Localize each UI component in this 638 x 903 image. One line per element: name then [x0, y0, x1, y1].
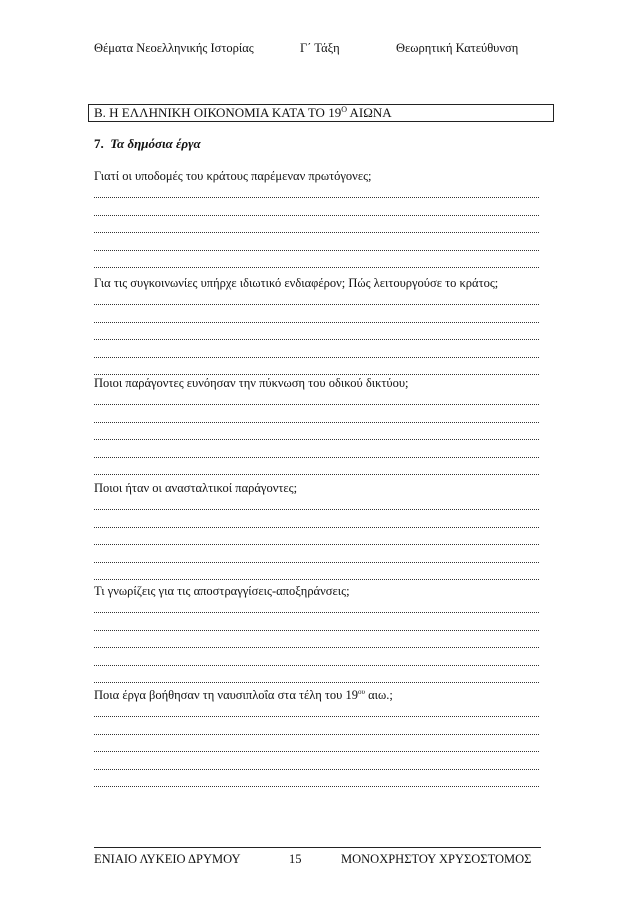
- footer-school: ΕΝΙΑΙΟ ΛΥΚΕΙΟ ΔΡΥΜΟΥ: [94, 852, 241, 866]
- answer-line[interactable]: [94, 340, 539, 358]
- answer-line[interactable]: [94, 666, 539, 684]
- question-text: Ποια έργα βοήθησαν τη ναυσιπλοΐα στα τέλη του $19^{o\upsilon}$ αιω.;: [94, 688, 393, 702]
- answer-line[interactable]: [94, 323, 539, 341]
- answer-line[interactable]: [94, 251, 539, 269]
- answer-line[interactable]: [94, 770, 539, 788]
- header-grade: Γ΄ Τάξη: [300, 41, 340, 55]
- footer-page-number: 15: [289, 852, 302, 866]
- answer-line[interactable]: [94, 599, 539, 613]
- answer-line[interactable]: [94, 405, 539, 423]
- chapter-title-end: ΑΙΩΝΑ: [346, 105, 392, 120]
- answer-line[interactable]: [94, 233, 539, 251]
- answer-line[interactable]: [94, 291, 539, 305]
- answer-line[interactable]: [94, 305, 539, 323]
- question-block: [94, 480, 539, 580]
- answer-line[interactable]: [94, 184, 539, 198]
- header-track: Θεωρητική Κατεύθυνση: [396, 41, 519, 55]
- question-block: [94, 275, 539, 375]
- question-text: Γιατί οι υποδομές του κράτους παρέμεναν πρωτόγονες;: [94, 169, 372, 183]
- answer-line[interactable]: [94, 703, 539, 717]
- footer-author: ΜΟΝΟΧΡΗΣΤΟΥ ΧΡΥΣΟΣΤΟΜΟΣ: [341, 852, 532, 866]
- question-block: [94, 375, 539, 475]
- section-number: 7.: [94, 136, 104, 151]
- footer-divider: [94, 847, 541, 848]
- chapter-heading-box: [88, 104, 554, 122]
- answer-line[interactable]: [94, 391, 539, 405]
- answer-line[interactable]: [94, 510, 539, 528]
- answer-line[interactable]: [94, 752, 539, 770]
- question-text: Ποιοι παράγοντες ευνόησαν την πύκνωση του οδικού δικτύου;: [94, 376, 409, 390]
- answer-line[interactable]: [94, 717, 539, 735]
- question-block: [94, 168, 539, 268]
- answer-line[interactable]: [94, 631, 539, 649]
- chapter-title: Β. Η ΕΛΛΗΝΙΚΗ ΟΙΚΟΝΟΜΙΑ ΚΑΤΑ ΤΟ 19: [94, 105, 342, 120]
- answer-line[interactable]: [94, 528, 539, 546]
- section-heading: [94, 136, 201, 152]
- answer-line[interactable]: [94, 216, 539, 234]
- chapter-title-superscript: Ο: [341, 105, 347, 114]
- answer-line[interactable]: [94, 198, 539, 216]
- answer-line[interactable]: [94, 613, 539, 631]
- header-subject: Θέματα Νεοελληνικής Ιστορίας: [94, 41, 254, 55]
- answer-line[interactable]: [94, 458, 539, 476]
- answer-line[interactable]: [94, 545, 539, 563]
- question-text: Τι γνωρίζεις για τις αποστραγγίσεις-αποξηράνσεις;: [94, 584, 350, 598]
- section-title: Τα δημόσια έργα: [110, 136, 201, 151]
- question-block: [94, 583, 539, 683]
- answer-line[interactable]: [94, 648, 539, 666]
- question-text: Για τις συγκοινωνίες υπήρχε ιδιωτικό ενδιαφέρον; Πώς λειτουργούσε το κράτος;: [94, 276, 499, 290]
- question-text: Ποιοι ήταν οι ανασταλτικοί παράγοντες;: [94, 481, 298, 495]
- question-block: [94, 687, 539, 787]
- answer-line[interactable]: [94, 358, 539, 376]
- answer-line[interactable]: [94, 563, 539, 581]
- answer-line[interactable]: [94, 440, 539, 458]
- answer-line[interactable]: [94, 735, 539, 753]
- answer-line[interactable]: [94, 423, 539, 441]
- answer-line[interactable]: [94, 496, 539, 510]
